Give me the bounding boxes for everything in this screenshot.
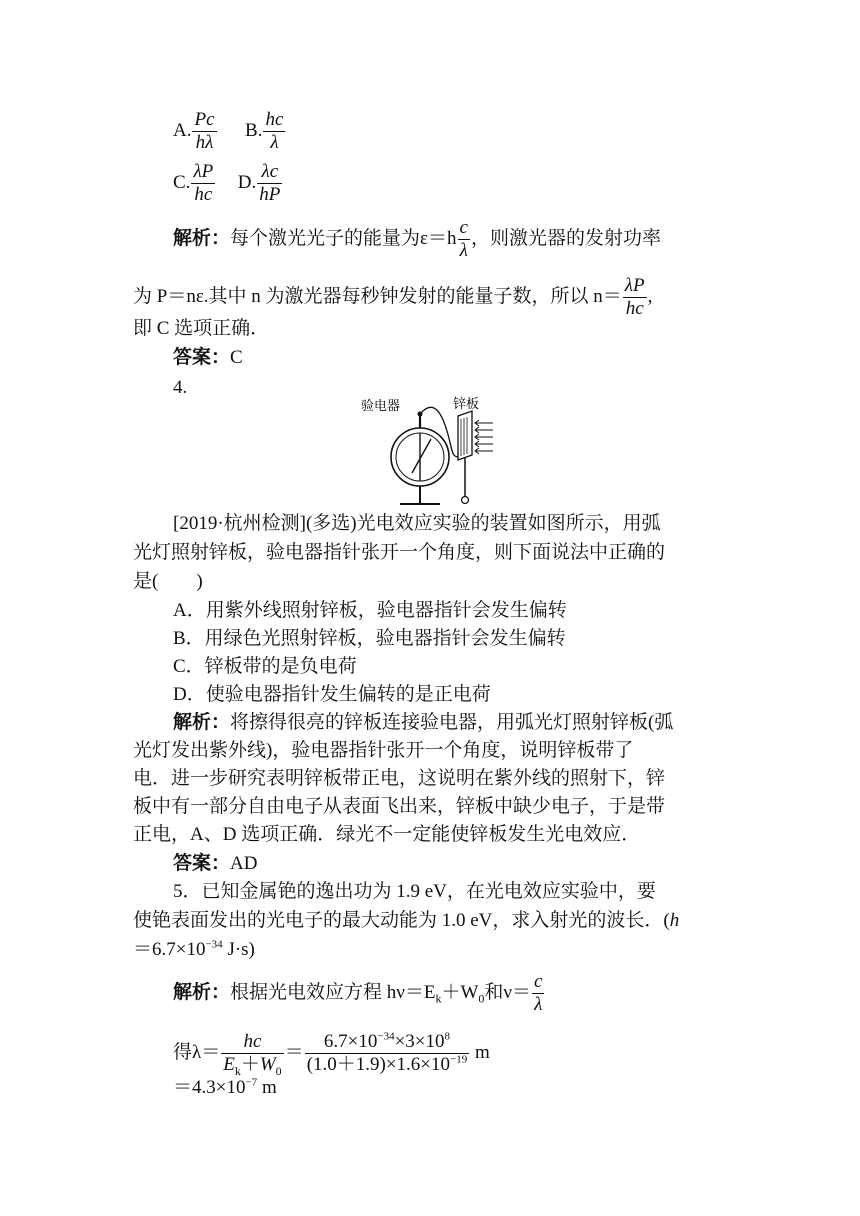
option-label: D.	[237, 171, 257, 193]
fraction-hc-ek-w0: $\frac{hc}{E_k+W_0}$	[223, 1031, 282, 1078]
stem-unit: J·s)	[222, 939, 255, 960]
fraction-lambdap-hc: $\frac{\lambda P}{hc}$	[193, 161, 214, 205]
exponent: −19	[450, 1053, 468, 1066]
fraction-hc-lambda: $\frac{hc}{\lambda}$	[265, 109, 284, 153]
result-value: ＝4.3×10	[173, 1077, 246, 1098]
q4-answer	[173, 850, 257, 878]
solution-text: 每个激光光子的能量为ε＝h	[230, 227, 457, 249]
zinc-plate	[458, 411, 472, 460]
electroscope-needle	[412, 439, 431, 473]
answer-label: 答案：	[173, 347, 231, 368]
q4-option-a: A．用紫外线照射锌板，验电器指针会发生偏转	[173, 600, 567, 621]
calc-numerator: 6.7×10	[323, 1031, 378, 1052]
solution-text: ＋W	[441, 981, 479, 1003]
answer-value: C	[230, 347, 243, 368]
q4-stem-line3: 是( )	[133, 571, 203, 592]
calc-unit: m	[470, 1041, 490, 1063]
solution-text: ，则激光器的发射功率	[470, 227, 661, 249]
light-arrows	[475, 420, 493, 454]
solution-text: 为 P＝nε.其中 n 为激光器每秒钟发射的能量子数，所以 n＝	[133, 285, 622, 307]
stem-text: 使铯表面发出的光电子的最大动能为 1.0 eV，求入射光的波长．(	[133, 910, 670, 931]
fraction-numeric	[305, 1032, 470, 1075]
q4-stem-line2: 光灯照射锌板，验电器指针张开一个角度，则下面说法中正确的	[133, 542, 666, 563]
solution-label: 解析：	[173, 712, 231, 733]
fraction-pc-hlambda: $\frac{Pc}{h\lambda}$	[194, 109, 215, 153]
solution-label: 解析：	[173, 981, 231, 1003]
electroscope-figure	[355, 393, 530, 513]
result-unit: m	[257, 1077, 277, 1098]
exponent: −34	[377, 1030, 395, 1043]
solution-text: 和ν＝	[484, 981, 531, 1003]
q3-option-a	[173, 110, 286, 153]
q5-result	[173, 1074, 277, 1102]
q3-solution-line2: 为 P＝nε.其中 n 为激光器每秒钟发射的能量子数，所以 n＝ $\frac{\lambda P}{hc}$ ,	[133, 275, 653, 319]
option-label: A.	[173, 119, 192, 141]
q4-solution-line2: 光灯发出紫外线)，验电器指针张开一个角度，说明锌板带了	[133, 740, 634, 761]
solution-text: 将擦得很亮的锌板连接验电器，用弧光灯照射锌板(弧	[230, 712, 674, 733]
q3-option-c	[173, 162, 283, 205]
answer-label: 答案：	[173, 853, 231, 874]
q3-solution-line3: 即 C 选项正确．	[133, 318, 270, 339]
stem-text: ＝6.7×10	[133, 939, 206, 960]
q5-solution-line1: 解析：根据光电效应方程 $h\nu=E_k+W_0$和ν＝ $\frac{c}{\lambda}$	[173, 971, 543, 1015]
q4-solution-line3: 电．进一步研究表明锌板带正电，这说明在紫外线的照射下，锌	[133, 768, 666, 789]
stem-symbol: h	[669, 910, 680, 931]
q4-solution-line1	[173, 709, 673, 737]
q4-number: 4.	[173, 377, 188, 398]
figure-label-electroscope: 验电器	[361, 398, 401, 413]
q4-stem-line1: [2019·杭州检测](多选)光电效应实验的装置如图所示，用弧	[173, 513, 661, 534]
option-label: B.	[245, 119, 263, 141]
fraction-c-lambda: $\frac{c}{\lambda}$	[459, 217, 468, 261]
q5-calculation: 得λ＝ $\frac{hc}{E_k+W_0}$ ＝ $\frac{6.7\times 10^{-34}\times 3\times 10^8}{(1.0+1.9)\times 1.6\times 10^{-19}}$ m	[173, 1030, 490, 1078]
fraction-lambdac-hp: $\frac{\lambda c}{hP}$	[259, 161, 281, 205]
q4-option-c: C．锌板带的是负电荷	[173, 656, 357, 677]
q4-option-d: D．使验电器指针发生偏转的是正电荷	[173, 684, 491, 705]
exponent: −34	[205, 938, 223, 951]
exponent: −7	[245, 1076, 258, 1089]
figure-label-zinc: 锌板	[453, 396, 480, 411]
option-label: C.	[173, 171, 191, 193]
fraction-c-lambda: $\frac{c}{\lambda}$	[534, 971, 543, 1015]
calc-prefix: 得λ＝	[173, 1041, 221, 1063]
solution-label: 解析：	[173, 227, 231, 249]
q3-answer	[173, 344, 243, 372]
q5-stem-line3	[133, 936, 255, 964]
calc-denominator: (1.0＋1.9)×1.6×10	[306, 1053, 451, 1075]
q3-solution-line1	[173, 218, 661, 261]
q4-solution-line4: 板中有一部分自由电子从表面飞出来，锌板中缺少电子，于是带	[133, 796, 666, 817]
solution-text: 根据光电效应方程 hν＝E	[230, 981, 436, 1003]
exponent: 8	[444, 1030, 451, 1043]
fraction-lambdap-hc: $\frac{\lambda P}{hc}$	[624, 275, 645, 319]
q5-stem-line1: 5．已知金属铯的逸出功为 1.9 eV，在光电效应实验中，要	[173, 881, 656, 902]
q4-option-b: B．用绿色光照射锌板，验电器指针会发生偏转	[173, 628, 566, 649]
calc-numerator: ×3×10	[394, 1031, 445, 1052]
q4-solution-line5: 正电，A、D 选项正确．绿光不一定能使锌板发生光电效应．	[133, 824, 641, 845]
answer-value: AD	[230, 853, 258, 874]
q5-stem-line2	[133, 907, 679, 935]
